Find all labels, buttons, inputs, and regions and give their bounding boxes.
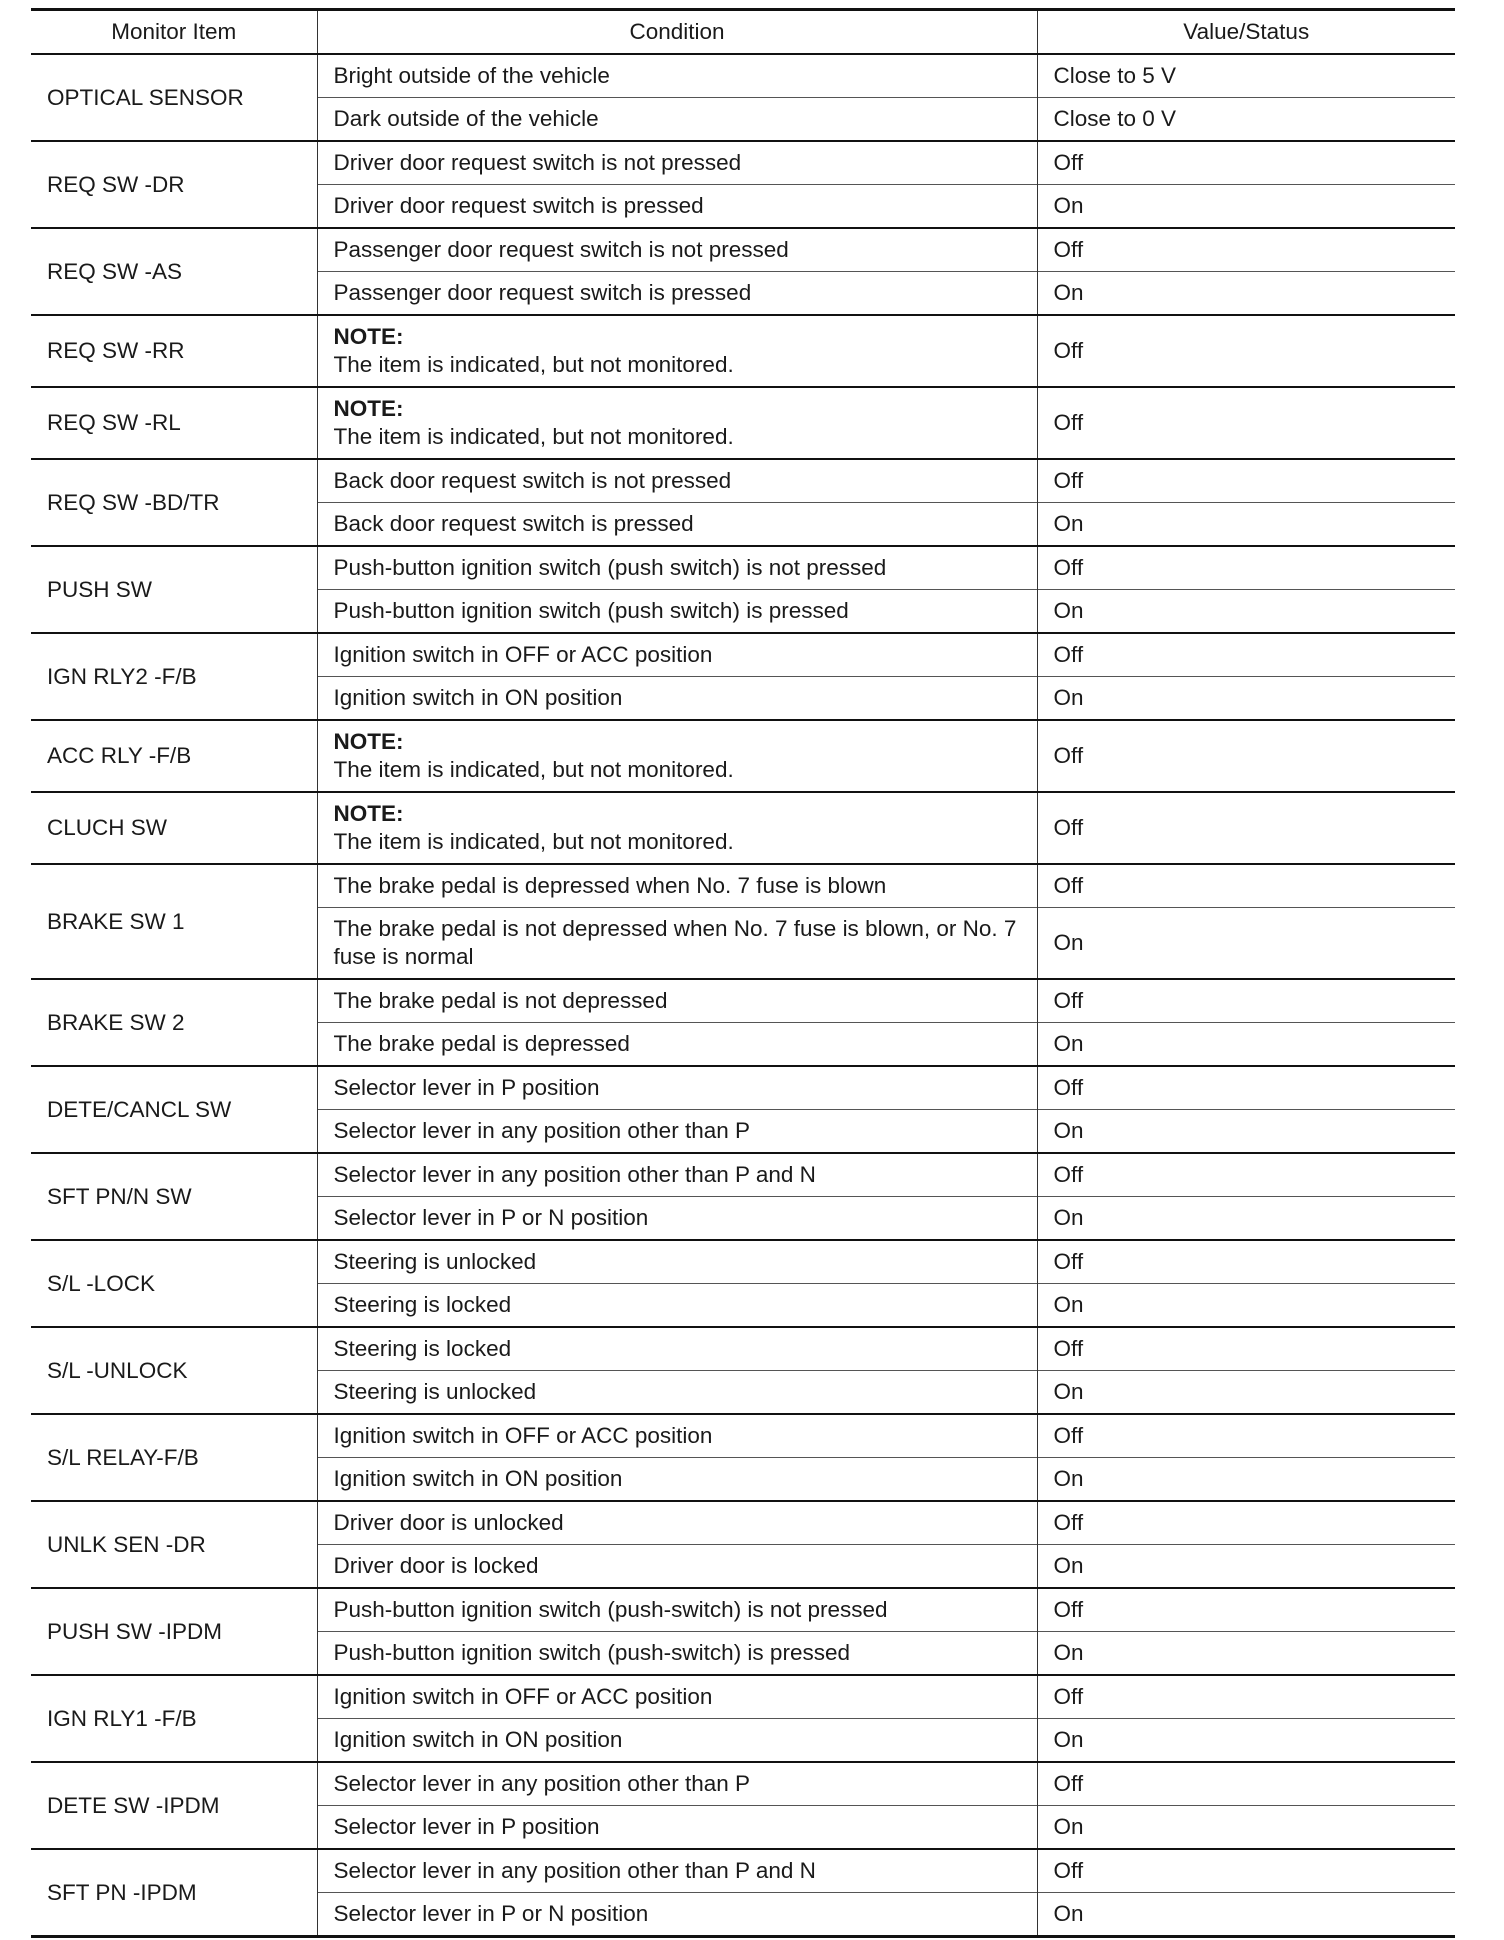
value-status-cell: On	[1037, 1197, 1455, 1241]
value-status-cell: Off	[1037, 864, 1455, 908]
value-status-cell: Close to 0 V	[1037, 98, 1455, 142]
condition-cell: Driver door request switch is not pressed	[317, 141, 1037, 185]
monitor-item-table	[31, 8, 1455, 1938]
condition-cell: Steering is unlocked	[317, 1371, 1037, 1415]
monitor-item-cell: REQ SW -AS	[31, 228, 317, 315]
header-condition: Condition	[317, 10, 1037, 55]
monitor-item-cell: S/L -UNLOCK	[31, 1327, 317, 1414]
table-row	[31, 1588, 1455, 1632]
monitor-item-cell: UNLK SEN -DR	[31, 1501, 317, 1588]
value-status-cell: On	[1037, 185, 1455, 229]
table-row	[31, 1066, 1455, 1110]
monitor-item-cell: REQ SW -RL	[31, 387, 317, 459]
note-text: The item is indicated, but not monitored.	[333, 829, 734, 854]
condition-cell: Ignition switch in ON position	[317, 677, 1037, 721]
monitor-item-cell: ACC RLY -F/B	[31, 720, 317, 792]
monitor-item-cell: S/L RELAY-F/B	[31, 1414, 317, 1501]
condition-cell: Selector lever in any position other than P	[317, 1762, 1037, 1806]
monitor-item-cell: REQ SW -DR	[31, 141, 317, 228]
note-text: The item is indicated, but not monitored.	[333, 424, 734, 449]
note-label: NOTE:	[333, 801, 404, 826]
monitor-item-cell: SFT PN -IPDM	[31, 1849, 317, 1937]
table-body	[31, 54, 1455, 1937]
condition-cell: Selector lever in any position other than P and N	[317, 1153, 1037, 1197]
value-status-cell: On	[1037, 1023, 1455, 1067]
condition-cell: The brake pedal is depressed	[317, 1023, 1037, 1067]
monitor-item-cell: PUSH SW -IPDM	[31, 1588, 317, 1675]
condition-cell: Ignition switch in ON position	[317, 1719, 1037, 1763]
value-status-cell: On	[1037, 677, 1455, 721]
monitor-item-cell: IGN RLY2 -F/B	[31, 633, 317, 720]
value-status-cell: Off	[1037, 1849, 1455, 1893]
table-row	[31, 720, 1455, 792]
table-row	[31, 792, 1455, 864]
note-text: The item is indicated, but not monitored.	[333, 352, 734, 377]
value-status-cell: On	[1037, 1893, 1455, 1937]
value-status-cell: Off	[1037, 1327, 1455, 1371]
monitor-item-cell: BRAKE SW 2	[31, 979, 317, 1066]
note-label: NOTE:	[333, 396, 404, 421]
value-status-cell: Off	[1037, 792, 1455, 864]
note-text: The item is indicated, but not monitored.	[333, 757, 734, 782]
condition-cell: The brake pedal is not depressed	[317, 979, 1037, 1023]
value-status-cell: Off	[1037, 546, 1455, 590]
condition-cell: Ignition switch in OFF or ACC position	[317, 1414, 1037, 1458]
value-status-cell: On	[1037, 1806, 1455, 1850]
value-status-cell: Off	[1037, 979, 1455, 1023]
condition-cell: Driver door request switch is pressed	[317, 185, 1037, 229]
header-monitor-item: Monitor Item	[31, 10, 317, 55]
condition-cell: Selector lever in P or N position	[317, 1197, 1037, 1241]
value-status-cell: Off	[1037, 1588, 1455, 1632]
condition-cell: Back door request switch is not pressed	[317, 459, 1037, 503]
table-row	[31, 1849, 1455, 1893]
table-row	[31, 546, 1455, 590]
condition-cell: Push-button ignition switch (push switch) is pressed	[317, 590, 1037, 634]
table-row	[31, 459, 1455, 503]
table-row	[31, 1762, 1455, 1806]
table-row	[31, 1414, 1455, 1458]
condition-cell: Push-button ignition switch (push-switch) is pressed	[317, 1632, 1037, 1676]
table-row	[31, 315, 1455, 387]
value-status-cell: Off	[1037, 141, 1455, 185]
table-row	[31, 1501, 1455, 1545]
value-status-cell: On	[1037, 1110, 1455, 1154]
value-status-cell: Off	[1037, 459, 1455, 503]
monitor-item-cell: S/L -LOCK	[31, 1240, 317, 1327]
value-status-cell: Off	[1037, 633, 1455, 677]
monitor-item-cell: CLUCH SW	[31, 792, 317, 864]
condition-cell: Push-button ignition switch (push switch) is not pressed	[317, 546, 1037, 590]
note-label: NOTE:	[333, 324, 404, 349]
condition-cell: Ignition switch in OFF or ACC position	[317, 1675, 1037, 1719]
value-status-cell: Off	[1037, 1066, 1455, 1110]
condition-cell: Driver door is locked	[317, 1545, 1037, 1589]
monitor-item-cell: OPTICAL SENSOR	[31, 54, 317, 141]
table-row	[31, 228, 1455, 272]
value-status-cell: On	[1037, 503, 1455, 547]
condition-cell: Selector lever in any position other than P	[317, 1110, 1037, 1154]
table-row	[31, 1327, 1455, 1371]
value-status-cell: Close to 5 V	[1037, 54, 1455, 98]
condition-cell: Selector lever in P position	[317, 1066, 1037, 1110]
condition-cell: Steering is locked	[317, 1327, 1037, 1371]
monitor-item-cell: REQ SW -BD/TR	[31, 459, 317, 546]
value-status-cell: Off	[1037, 1414, 1455, 1458]
table-row	[31, 1153, 1455, 1197]
table-header-row	[31, 10, 1455, 55]
value-status-cell: Off	[1037, 1762, 1455, 1806]
condition-cell: Ignition switch in ON position	[317, 1458, 1037, 1502]
condition-cell: Driver door is unlocked	[317, 1501, 1037, 1545]
value-status-cell: Off	[1037, 1240, 1455, 1284]
monitor-item-cell: PUSH SW	[31, 546, 317, 633]
value-status-cell: On	[1037, 1284, 1455, 1328]
value-status-cell: On	[1037, 908, 1455, 980]
condition-cell	[317, 387, 1037, 459]
value-status-cell: Off	[1037, 387, 1455, 459]
table-row	[31, 141, 1455, 185]
condition-cell: The brake pedal is not depressed when No. 7 fuse is blown, or No. 7 fuse is normal	[317, 908, 1037, 980]
value-status-cell: Off	[1037, 315, 1455, 387]
table-row	[31, 1240, 1455, 1284]
condition-cell: Steering is unlocked	[317, 1240, 1037, 1284]
value-status-cell: On	[1037, 1719, 1455, 1763]
condition-cell: The brake pedal is depressed when No. 7 fuse is blown	[317, 864, 1037, 908]
monitor-item-cell: BRAKE SW 1	[31, 864, 317, 979]
condition-cell: Dark outside of the vehicle	[317, 98, 1037, 142]
table-row	[31, 54, 1455, 98]
condition-cell: Bright outside of the vehicle	[317, 54, 1037, 98]
condition-cell: Selector lever in P position	[317, 1806, 1037, 1850]
monitor-item-cell: SFT PN/N SW	[31, 1153, 317, 1240]
value-status-cell: Off	[1037, 1153, 1455, 1197]
condition-cell: Selector lever in any position other than P and N	[317, 1849, 1037, 1893]
value-status-cell: On	[1037, 1632, 1455, 1676]
value-status-cell: On	[1037, 272, 1455, 316]
value-status-cell: Off	[1037, 1501, 1455, 1545]
condition-cell: Passenger door request switch is pressed	[317, 272, 1037, 316]
value-status-cell: On	[1037, 1371, 1455, 1415]
table-row	[31, 387, 1455, 459]
header-value-status: Value/Status	[1037, 10, 1455, 55]
value-status-cell: On	[1037, 590, 1455, 634]
condition-cell: Selector lever in P or N position	[317, 1893, 1037, 1937]
condition-cell	[317, 792, 1037, 864]
monitor-item-cell: DETE/CANCL SW	[31, 1066, 317, 1153]
note-label: NOTE:	[333, 729, 404, 754]
table-row	[31, 1675, 1455, 1719]
condition-cell: Back door request switch is pressed	[317, 503, 1037, 547]
condition-cell: Passenger door request switch is not pressed	[317, 228, 1037, 272]
table-row	[31, 633, 1455, 677]
condition-cell: Push-button ignition switch (push-switch) is not pressed	[317, 1588, 1037, 1632]
condition-cell	[317, 315, 1037, 387]
table-row	[31, 864, 1455, 908]
value-status-cell: On	[1037, 1545, 1455, 1589]
condition-cell	[317, 720, 1037, 792]
monitor-item-cell: IGN RLY1 -F/B	[31, 1675, 317, 1762]
value-status-cell: On	[1037, 1458, 1455, 1502]
value-status-cell: Off	[1037, 228, 1455, 272]
value-status-cell: Off	[1037, 720, 1455, 792]
value-status-cell: Off	[1037, 1675, 1455, 1719]
monitor-item-cell: REQ SW -RR	[31, 315, 317, 387]
condition-cell: Steering is locked	[317, 1284, 1037, 1328]
monitor-item-cell: DETE SW -IPDM	[31, 1762, 317, 1849]
table-row	[31, 979, 1455, 1023]
condition-cell: Ignition switch in OFF or ACC position	[317, 633, 1037, 677]
